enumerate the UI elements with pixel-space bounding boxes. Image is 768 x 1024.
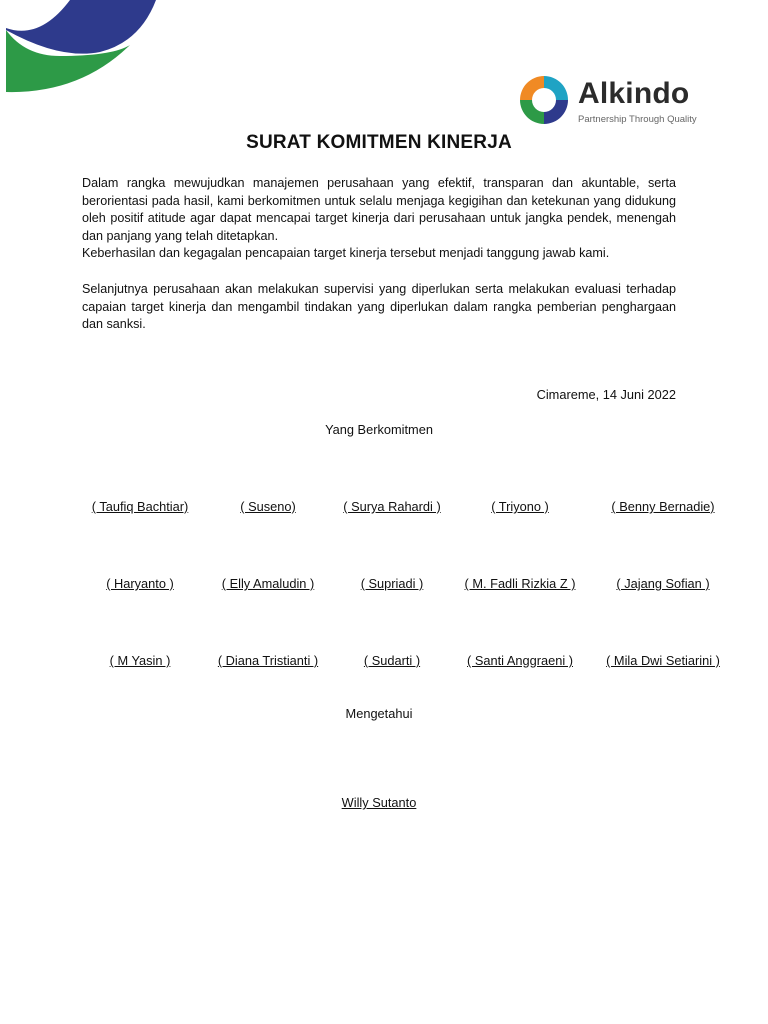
document-title: SURAT KOMITMEN KINERJA (246, 132, 512, 153)
signatory-name: ( Jajang Sofian ) (616, 576, 710, 591)
signatory-name: ( M Yasin ) (109, 653, 171, 668)
paragraph-commitment: Dalam rangka mewujudkan manajemen perusahaan yang efektif, transparan dan akuntable, serta berorientasi pada hasil, kami berkomitmen untuk selalu menjaga kegigihan dan ketekunan yang didukung oleh positif atitude agar dapat mencapai target kinerja dari perusahaan untuk jangka pendek, menengah dan panjang yang telah ditetapkan. (82, 176, 676, 243)
logo-tagline: Partnership Through Quality (578, 114, 697, 125)
acknowledger-name: Willy Sutanto (341, 795, 417, 810)
signatory-name: ( Sudarti ) (363, 653, 421, 668)
corner-decoration (0, 0, 170, 100)
signatory-name: ( M. Fadli Rizkia Z ) (464, 576, 576, 591)
signatory-name: ( Haryanto ) (106, 576, 174, 591)
signatory-name: ( Elly Amaludin ) (221, 576, 315, 591)
signatory-name: ( Surya Rahardi ) (343, 499, 441, 514)
signatory-name: ( Benny Bernadie) (611, 499, 715, 514)
committed-label: Yang Berkomitmen (325, 422, 433, 437)
company-logo (518, 74, 718, 130)
paragraph-responsibility: Keberhasilan dan kegagalan pencapaian target kinerja tersebut menjadi tanggung jawab kami. (82, 246, 610, 260)
acknowledged-label: Mengetahui (345, 706, 413, 721)
logo-ring-icon (518, 74, 570, 126)
logo-wordmark: Alkindo (578, 77, 690, 110)
signatory-name: ( Triyono ) (491, 499, 549, 514)
place-date: Cimareme, 14 Juni 2022 (536, 387, 676, 402)
signatory-name: ( Suseno) (240, 499, 296, 514)
paragraph-supervision: Selanjutnya perusahaan akan melakukan supervisi yang diperlukan serta melakukan evaluasi terhadap capaian target kinerja dan mengambil tindakan yang diperlukan dalam rangka pemberian penghargaan dan sanksi. (82, 282, 676, 332)
signatory-name: ( Diana Tristianti ) (217, 653, 319, 668)
signatory-name: ( Supriadi ) (360, 576, 424, 591)
signatory-name: ( Santi Anggraeni ) (467, 653, 573, 668)
signatory-name: ( Mila Dwi Setiarini ) (606, 653, 720, 668)
signatory-name: ( Taufiq Bachtiar) (91, 499, 189, 514)
